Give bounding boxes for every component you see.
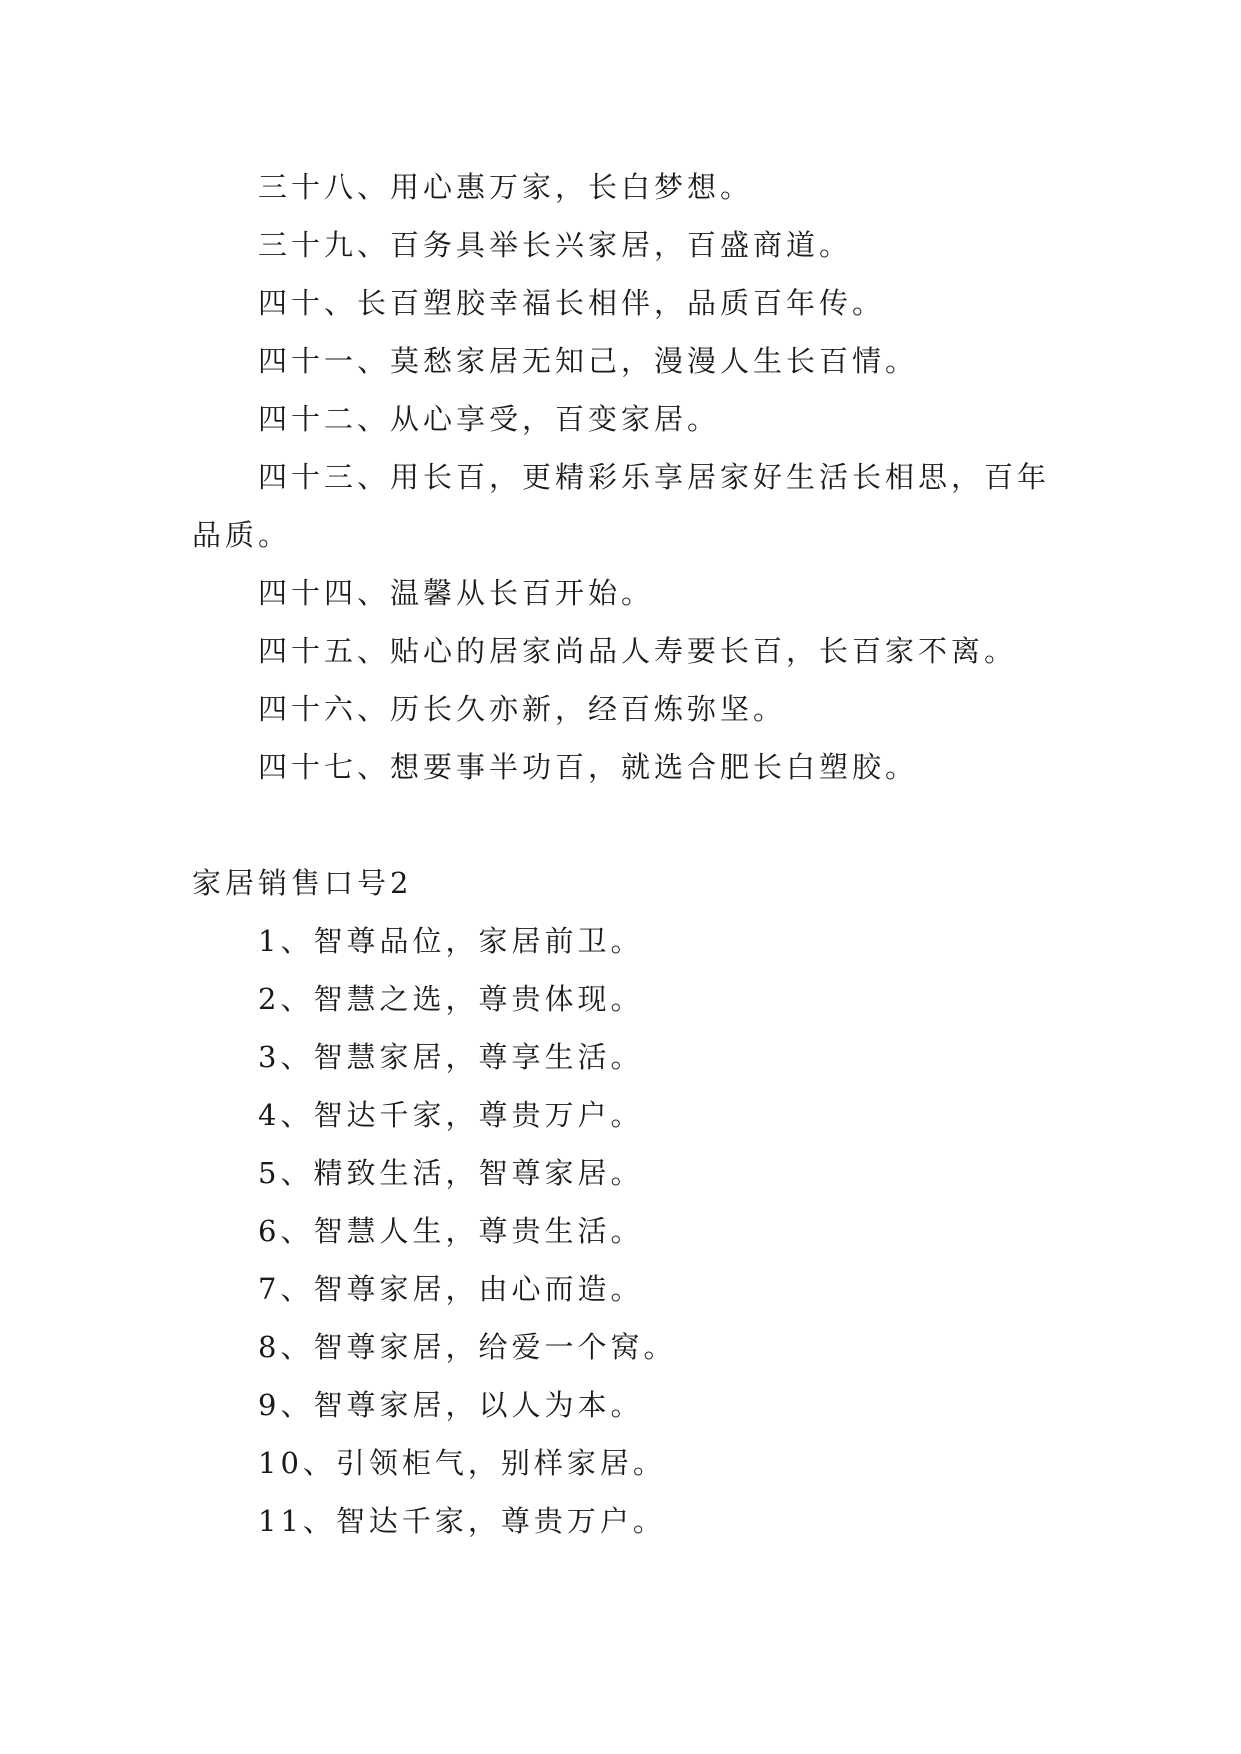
slogan-item: 4、智达千家，尊贵万户。	[258, 1098, 644, 1132]
slogan-item: 3、智慧家居，尊享生活。	[258, 1040, 644, 1074]
slogan-item: 9、智尊家居，以人为本。	[258, 1388, 644, 1422]
section-title: 家居销售口号2	[192, 866, 413, 900]
slogan-item: 四十、长百塑胶幸福长相伴，品质百年传。	[258, 286, 886, 320]
slogan-item: 2、智慧之选，尊贵体现。	[258, 982, 644, 1016]
slogan-item: 三十九、百务具举长兴家居，百盛商道。	[258, 228, 853, 262]
slogan-item: 6、智慧人生，尊贵生活。	[258, 1214, 644, 1248]
slogan-item: 8、智尊家居，给爱一个窝。	[258, 1330, 677, 1364]
slogan-item: 四十四、温馨从长百开始。	[258, 576, 655, 610]
slogan-item: 四十五、贴心的居家尚品人寿要长百，长百家不离。	[258, 634, 1018, 668]
slogan-item: 三十八、用心惠万家，长白梦想。	[258, 170, 754, 204]
slogan-item: 四十一、莫愁家居无知己，漫漫人生长百情。	[258, 344, 919, 378]
document-body	[192, 158, 1062, 1550]
slogan-item: 四十二、从心享受，百变家居。	[258, 402, 721, 436]
slogan-item: 四十七、想要事半功百，就选合肥长白塑胶。	[258, 750, 919, 784]
slogan-item: 1、智尊品位，家居前卫。	[258, 924, 644, 958]
slogan-item: 7、智尊家居，由心而造。	[258, 1272, 644, 1306]
slogan-item: 10、引领柜气，别样家居。	[258, 1446, 666, 1480]
slogan-item: 5、精致生活，智尊家居。	[258, 1156, 644, 1190]
slogan-item: 四十三、用长百，更精彩乐享居家好生活长相思，百年品质。	[192, 460, 1051, 552]
slogan-item: 11、智达千家，尊贵万户。	[258, 1504, 666, 1538]
slogan-item: 四十六、历长久亦新，经百炼弥坚。	[258, 692, 787, 726]
